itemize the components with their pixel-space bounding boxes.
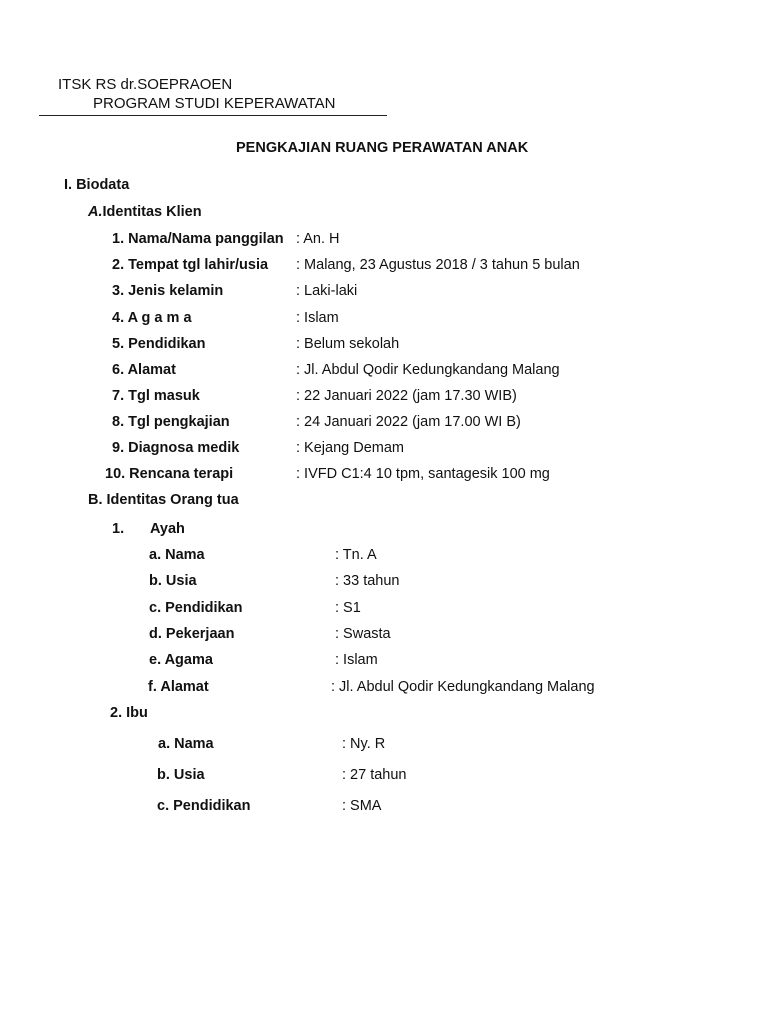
father-number: 1.	[112, 521, 125, 537]
father-label-education: c. Pendidikan	[149, 600, 243, 616]
mother-heading: 2. Ibu	[110, 705, 148, 721]
client-label-admission-date: 7. Tgl masuk	[112, 388, 200, 404]
client-value-gender: : Laki-laki	[296, 283, 358, 299]
client-value-religion: : Islam	[296, 310, 339, 326]
client-label-gender: 3. Jenis kelamin	[112, 283, 224, 299]
father-value-name: : Tn. A	[335, 547, 377, 563]
section-heading-biodata: I. Biodata	[64, 177, 130, 193]
client-label-religion: 4. A g a m a	[112, 310, 192, 326]
client-value-diagnosis: : Kejang Demam	[296, 440, 404, 456]
client-label-address: 6. Alamat	[112, 362, 176, 378]
client-label-birth: 2. Tempat tgl lahir/usia	[112, 257, 269, 273]
mother-label-education: c. Pendidikan	[157, 798, 251, 814]
subsection-heading: Identitas Klien	[102, 204, 202, 220]
client-label-assessment-date: 8. Tgl pengkajian	[112, 414, 230, 430]
father-label-occupation: d. Pekerjaan	[149, 626, 235, 642]
subsection-identitas-klien	[88, 203, 202, 221]
client-value-therapy: : IVFD C1:4 10 tpm, santagesik 100 mg	[296, 466, 550, 482]
mother-value-education: : SMA	[342, 798, 382, 814]
client-label-education: 5. Pendidikan	[112, 336, 206, 352]
mother-value-name: : Ny. R	[342, 736, 386, 752]
father-value-occupation: : Swasta	[335, 626, 391, 642]
subsection-letter: A.	[88, 204, 103, 220]
father-heading: Ayah	[150, 521, 185, 537]
client-label-diagnosis: 9. Diagnosa medik	[112, 440, 240, 456]
mother-label-name: a. Nama	[158, 736, 214, 752]
program-name: PROGRAM STUDI KEPERAWATAN	[93, 95, 336, 112]
client-label-name: 1. Nama/Nama panggilan	[112, 231, 284, 247]
client-value-birth: : Malang, 23 Agustus 2018 / 3 tahun 5 bulan	[296, 257, 580, 273]
client-value-admission-date: : 22 Januari 2022 (jam 17.30 WIB)	[296, 388, 517, 404]
mother-label-age: b. Usia	[157, 767, 205, 783]
client-value-education: : Belum sekolah	[296, 336, 400, 352]
father-value-age: : 33 tahun	[335, 573, 400, 589]
father-label-religion: e. Agama	[149, 652, 213, 668]
client-value-assessment-date: : 24 Januari 2022 (jam 17.00 WI B)	[296, 414, 521, 430]
father-label-address: f. Alamat	[148, 679, 209, 695]
document-title: PENGKAJIAN RUANG PERAWATAN ANAK	[236, 140, 529, 156]
father-value-address: : Jl. Abdul Qodir Kedungkandang Malang	[331, 679, 595, 695]
father-value-religion: : Islam	[335, 652, 378, 668]
father-label-age: b. Usia	[149, 573, 197, 589]
client-value-name: : An. H	[296, 231, 340, 247]
subsection-identitas-orang-tua: B. Identitas Orang tua	[88, 492, 239, 508]
institution-name: ITSK RS dr.SOEPRAOEN	[58, 76, 233, 93]
father-value-education: : S1	[335, 600, 361, 616]
father-label-name: a. Nama	[149, 547, 205, 563]
header-divider	[39, 115, 387, 116]
client-value-address: : Jl. Abdul Qodir Kedungkandang Malang	[296, 362, 560, 378]
mother-value-age: : 27 tahun	[342, 767, 407, 783]
client-label-therapy: 10. Rencana terapi	[105, 466, 234, 482]
